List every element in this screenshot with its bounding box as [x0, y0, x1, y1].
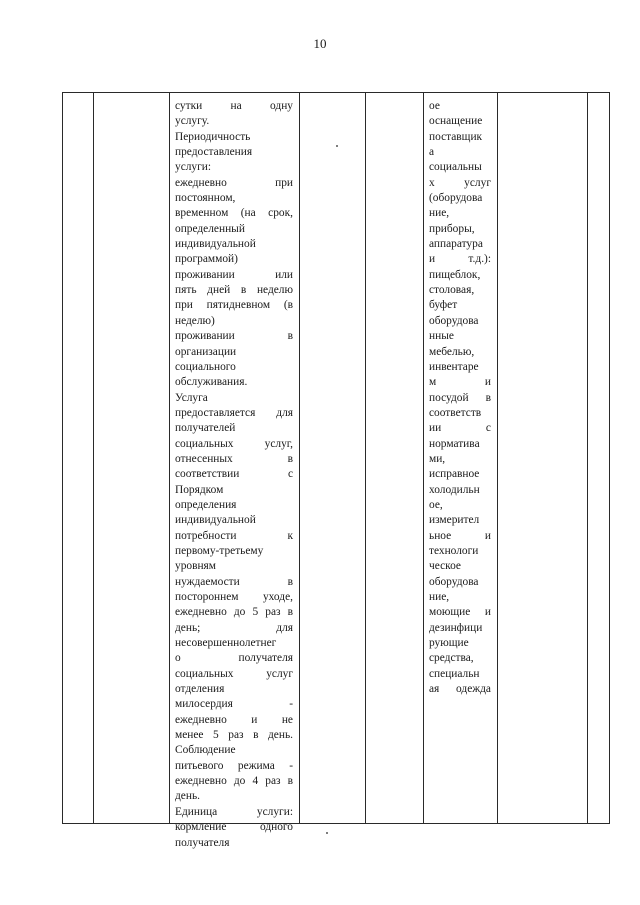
- text-line: получателей: [175, 422, 236, 435]
- text-line: ое,: [429, 498, 443, 511]
- scan-speck: [326, 832, 328, 834]
- page-number: 10: [313, 36, 327, 51]
- text-line: технологи: [429, 544, 479, 557]
- text-line: ми,: [429, 452, 446, 465]
- text-line: предоставления: [175, 146, 253, 159]
- text-line: Услуга: [175, 391, 208, 404]
- column-divider-7: [587, 93, 588, 823]
- text-line: посудой в: [429, 391, 491, 404]
- text-line: ежедневно до 5 раз в: [175, 606, 293, 619]
- text-line: оснащение: [429, 115, 483, 128]
- text-line: оборудова: [429, 314, 479, 327]
- text-line: уровням: [175, 560, 217, 573]
- text-line: ние,: [429, 591, 450, 603]
- text-line: временном (на срок,: [175, 207, 293, 220]
- text-line: ежедневно при: [175, 176, 293, 189]
- text-line: и т.д.):: [429, 253, 491, 266]
- column-divider-6: [497, 93, 498, 823]
- text-line: неделю): [175, 314, 215, 327]
- text-line: определенный: [175, 222, 245, 235]
- text-line: м и: [429, 376, 491, 389]
- text-line: первому-третьему: [175, 544, 264, 557]
- text-line: обслуживания.: [175, 376, 248, 389]
- text-line: исправное: [429, 468, 480, 481]
- text-line: проживании или: [175, 268, 293, 281]
- service-table: [62, 92, 610, 849]
- text-line: соответств: [429, 406, 482, 419]
- text-line: холодильн: [429, 483, 480, 496]
- text-line: несовершеннолетнег: [175, 637, 277, 650]
- text-line: (оборудова: [429, 192, 483, 205]
- text-line: оборудова: [429, 575, 479, 588]
- text-line: социального: [175, 360, 236, 373]
- text-line: а: [429, 146, 435, 159]
- text-line: индивидуальной: [175, 514, 256, 527]
- text-line: нормативa: [429, 437, 480, 450]
- text-line: нуждаемости в: [175, 575, 293, 588]
- column-divider-3: [299, 93, 300, 823]
- service-conditions-cell: [429, 99, 491, 697]
- text-line: ежедневно и не: [175, 713, 293, 726]
- column-divider-4: [365, 93, 366, 823]
- text-line: соответствии с: [175, 468, 293, 481]
- text-line: инвентаре: [429, 360, 479, 373]
- text-line: пять дней в неделю: [175, 284, 293, 297]
- text-line: измерител: [429, 514, 480, 527]
- text-line: проживании в: [175, 330, 293, 343]
- text-line: индивидуальной: [175, 238, 256, 251]
- text-line: дезинфици: [429, 621, 483, 634]
- text-line: постоянном,: [175, 192, 236, 205]
- text-line: при пятидневном (в: [175, 299, 293, 312]
- text-line: организации: [175, 345, 237, 358]
- text-line: ческое: [429, 560, 461, 573]
- text-line: менее 5 раз в день.: [175, 729, 293, 742]
- text-line: х услуг: [429, 176, 491, 189]
- text-line: милосердия -: [175, 698, 293, 711]
- text-line: кормление одного: [175, 821, 293, 834]
- text-line: ое: [429, 100, 440, 112]
- text-line: ние,: [429, 207, 450, 220]
- column-divider-5: [423, 93, 424, 823]
- text-line: столовая,: [429, 284, 475, 297]
- text-line: моющие и: [429, 606, 491, 619]
- text-line: социальных услуг: [175, 667, 293, 680]
- text-line: нные: [429, 330, 454, 343]
- text-line: сутки на одну: [175, 100, 293, 112]
- text-line: день; для: [175, 621, 293, 634]
- text-line: приборы,: [429, 222, 475, 235]
- text-line: Порядком: [175, 483, 224, 496]
- text-line: поставщик: [429, 130, 483, 143]
- text-line: средства,: [429, 652, 474, 665]
- column-divider-2: [169, 93, 170, 823]
- text-line: отнесенных в: [175, 452, 293, 465]
- text-line: буфет: [429, 299, 458, 312]
- text-line: социальных услуг,: [175, 437, 293, 450]
- text-line: о получателя: [175, 652, 293, 665]
- scan-speck: [336, 145, 338, 147]
- text-line: определения: [175, 498, 237, 511]
- text-line: мебелью,: [429, 345, 475, 358]
- text-line: пищеблок,: [429, 268, 481, 281]
- text-line: ии с: [429, 422, 491, 435]
- text-line: программой): [175, 253, 238, 266]
- text-line: день.: [175, 790, 200, 803]
- text-line: постороннем уходе,: [175, 591, 293, 603]
- text-line: предоставляется для: [175, 406, 293, 419]
- text-line: получателя: [175, 836, 230, 849]
- column-divider-1: [93, 93, 94, 823]
- text-line: рующие: [429, 637, 469, 650]
- text-line: социальны: [429, 161, 482, 174]
- text-line: ая одежда: [429, 683, 491, 696]
- service-description-cell: [175, 99, 293, 851]
- text-line: услуги:: [175, 161, 212, 174]
- text-line: аппаратура: [429, 238, 483, 251]
- text-line: отделения: [175, 683, 225, 696]
- text-line: Соблюдение: [175, 744, 236, 757]
- text-line: питьевого режима -: [175, 759, 293, 772]
- text-line: услугу.: [175, 115, 210, 128]
- text-line: ежедневно до 4 раз в: [175, 775, 293, 788]
- text-line: ьное и: [429, 529, 491, 542]
- text-line: специальн: [429, 667, 480, 680]
- text-line: Периодичность: [175, 130, 251, 143]
- text-line: потребности к: [175, 529, 293, 542]
- text-line: Единица услуги:: [175, 805, 293, 818]
